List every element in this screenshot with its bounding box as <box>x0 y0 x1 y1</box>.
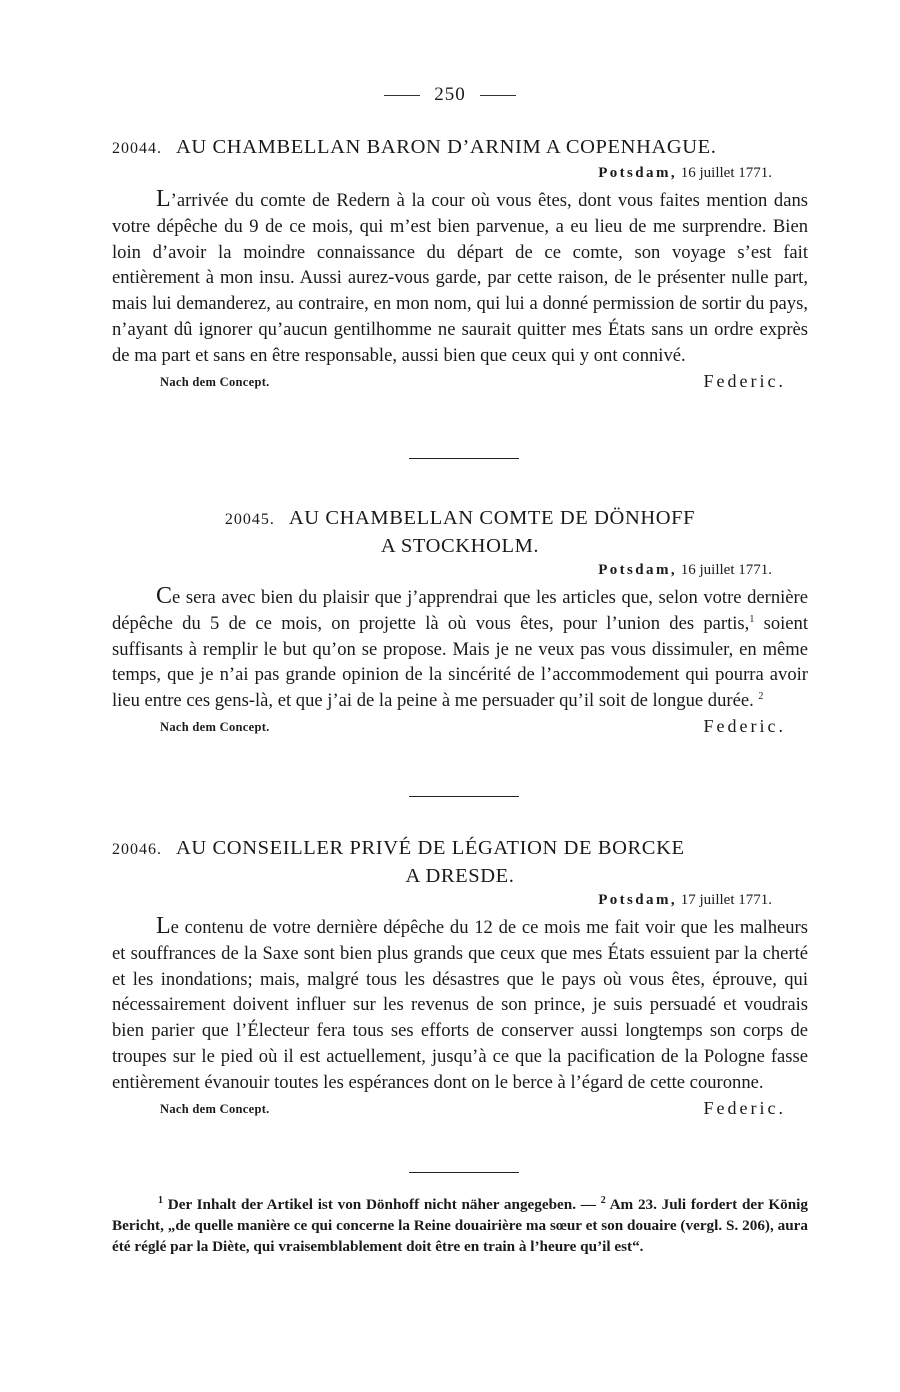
header-dash-right <box>480 95 516 96</box>
footnote-2-text: Am 23. Juli fordert der König Bericht, „de quelle manière ce qui concerne la Reine douairière ma sœur et son douaire (vergl. S. 206), aura été réglé par la Diète, qui vraisemblablement doit être en train à l’heure qu’il est“. <box>112 1196 809 1255</box>
signature-row <box>112 371 808 395</box>
date-place: Potsdam, <box>598 892 677 908</box>
letter-recipient: AU CHAMBELLAN COMTE DE DÖNHOFF <box>288 507 696 529</box>
letter-text: e contenu de votre dernière dépêche du 12 de ce mois me fait voir que les malheurs et souffrances de la Saxe sont bien plus grands que ceux que mes États essuient par la cherté et les inondations; mais, malgré tous les désastres que le pays où vous êtes, éprouve, qui nécessairement doivent influer sur les revenus de son prince, je suis persuadé et voudrais bien parier que l’Électeur fera tous ses efforts de conserver aussi longtemps son corps de troupes sur le pied où il est actuellement, jusqu’à ce que la pacification de la Pologne fasse entièrement évanouir toutes les espérances dont on le berce à l’égard de cette couronne. <box>112 917 808 1093</box>
dropcap: L <box>156 186 171 212</box>
source-note: Nach dem Concept. <box>160 1101 270 1116</box>
section-divider <box>409 796 519 797</box>
footnote-ref[interactable]: 2 <box>758 691 764 702</box>
date-place: Potsdam, <box>598 165 677 181</box>
footnote-1-text: Der Inhalt der Artikel ist von Dönhoff nicht näher angegeben. — <box>167 1196 596 1213</box>
letter-body <box>112 914 808 1096</box>
source-note: Nach dem Concept. <box>160 374 270 389</box>
letter-number: 20046. <box>112 841 162 858</box>
letter-text-part2: soient suffisants à remplir le but qu’on se propose. Mais je ne veux pas vous dissimuler, en même temps, que je n’ai pas grande opinion de la sincérité de l’accommodement qui pourra avoir lieu entre ces gens-là, et que j’ai de la peine à me persuader qu’il soit de longue durée. <box>112 612 808 712</box>
letter-recipient-line2: A STOCKHOLM. <box>380 535 540 557</box>
letter-heading <box>112 134 808 162</box>
letter-dateline <box>112 162 808 184</box>
dropcap: C <box>156 583 173 609</box>
letter-heading <box>112 505 808 559</box>
letter-text: ’arrivée du comte de Redern à la cour où vous êtes, dont vous faites mention dans votre dépêche du 9 de ce mois, qui m’est bien parvenue, a eu lieu de me surprendre. Bien loin d’avoir la moindre connaissance du départ de ce comte, son voyage s’est fait entièrement à mon insu. Aussi aurez-vous garde, par cette raison, de le présenter nulle part, mais lui demanderez, au contraire, en mon nom, qui lui a donné permission de sortir du pays, n’ayant dû ignorer qu’aucun gentilhomme ne saurait quitter mes États sans un ordre exprès de ma part et sans en être responsable, aussi bien que ceux qui y ont connivé. <box>112 190 808 366</box>
letter-heading <box>112 835 808 889</box>
letter-20046 <box>112 835 808 1122</box>
footnote-ref[interactable]: 1 <box>749 613 755 625</box>
footnote-mark: 1 <box>158 1194 163 1206</box>
signature: Federic. <box>703 370 786 391</box>
footnote-mark: 2 <box>600 1194 606 1206</box>
page-header <box>0 84 900 106</box>
letter-20045 <box>112 505 808 740</box>
section-divider <box>409 1172 519 1173</box>
footnotes <box>112 1194 808 1257</box>
letter-recipient: AU CHAMBELLAN BARON D’ARNIM A COPENHAGUE. <box>176 136 717 158</box>
letter-20044 <box>112 134 808 395</box>
letter-recipient-line2: A DRESDE. <box>405 865 515 887</box>
date-text: 17 juillet 1771. <box>680 892 772 908</box>
signature-row <box>112 1098 808 1122</box>
source-note: Nach dem Concept. <box>160 719 270 734</box>
letter-recipient: AU CONSEILLER PRIVÉ DE LÉGATION DE BORCKE <box>176 837 685 859</box>
letter-body <box>112 187 808 369</box>
letter-dateline <box>112 889 808 911</box>
section-divider <box>409 458 519 459</box>
dropcap: L <box>156 913 171 939</box>
date-text: 16 juillet 1771. <box>680 562 772 578</box>
letter-text-part1: e sera avec bien du plaisir que j’apprendrai que les articles que, selon votre dernière dépêche du 5 de ce mois, on projette là où vous êtes, pour l’union des partis, <box>112 587 808 634</box>
date-place: Potsdam, <box>598 562 677 578</box>
signature: Federic. <box>703 1097 786 1118</box>
letter-number: 20045. <box>224 511 275 528</box>
header-dash-left <box>384 95 420 96</box>
letter-number: 20044. <box>112 140 162 157</box>
date-text: 16 juillet 1771. <box>680 165 772 181</box>
page-number: 250 <box>434 84 466 105</box>
letter-dateline <box>112 559 808 581</box>
signature-row <box>112 716 808 740</box>
footnote-block <box>112 1194 808 1257</box>
signature: Federic. <box>703 715 786 736</box>
letter-body <box>112 584 808 714</box>
